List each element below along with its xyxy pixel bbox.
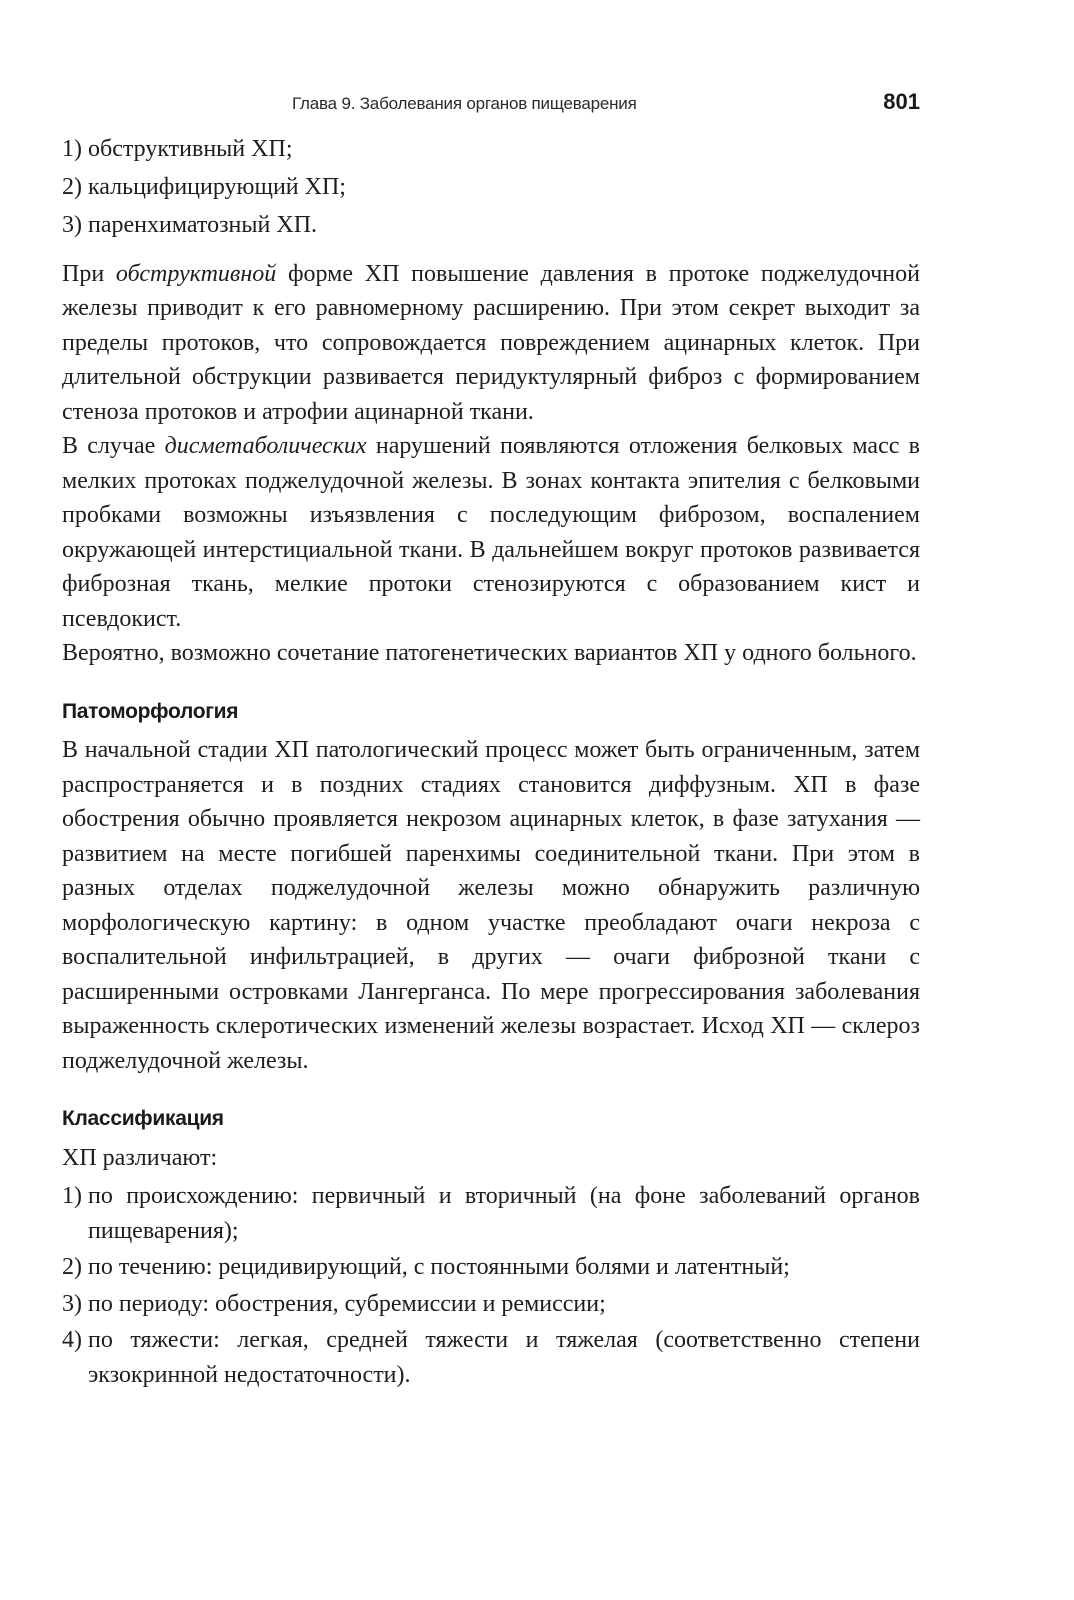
list-item-number: 4) — [62, 1327, 82, 1353]
paragraph-text: форме ХП повышение давления в протоке поджелудочной железы приводит к его равномерному расширению. При этом секрет выходит за пределы протоков, что сопровождается повреждением ацинарных клеток. При длительной обструкции развивается перидуктулярный фиброз с формированием стеноза протоков и атрофии ацинарной ткани. — [62, 260, 920, 425]
list-item — [62, 1287, 920, 1322]
paragraph-dismetabolic — [62, 429, 920, 636]
emphasis-term: дисметаболических — [164, 433, 367, 459]
list-item-text: по тяжести: легкая, средней тяжести и тяжелая (соответственно степени экзокринной недостаточности). — [88, 1327, 920, 1388]
paragraph-combination: Вероятно, возможно сочетание патогенетических вариантов ХП у одного больного. — [62, 640, 917, 666]
page-body — [62, 132, 920, 1392]
paragraph-text: нарушений появляются отложения белковых масс в мелких протоках поджелудочной железы. В зонах контакта эпителия с белковыми пробками возможны изъязвления с последующим фиброзом, воспалением окружающей интерстициальной ткани. В дальнейшем вокруг протоков развивается фиброзная ткань, мелкие протоки стенозируются с образованием кист и псевдокист. — [62, 433, 920, 632]
paragraph-pathomorphology: В начальной стадии ХП патологический процесс может быть ограниченным, затем распространяется и в поздних стадиях становится диффузным. ХП в фазе обострения обычно проявляется некрозом ацинарных клеток, в фазе затухания — развитием на месте погибшей паренхимы соединительной ткани. При этом в разных отделах поджелудочной железы можно обнаружить различную морфологическую картину: в одном участке преобладают очаги некроза с воспалительной инфильтрацией, в других — очаги фиброзной ткани с расширенными островками Лангерганса. По мере прогрессирования заболевания выраженность склеротических изменений железы возрастает. Исход ХП — склероз поджелудочной железы. — [62, 737, 920, 1074]
list-item — [62, 132, 920, 167]
list-item-text: по происхождению: первичный и вторичный (на фоне заболеваний органов пищеварения); — [88, 1183, 920, 1244]
list-item — [62, 1179, 920, 1248]
list-item-number: 1) — [62, 136, 82, 162]
running-header — [62, 86, 920, 126]
list-item-number: 1) — [62, 1183, 82, 1209]
list-item-number: 3) — [62, 212, 82, 238]
section-heading-pathomorphology: Патоморфология — [62, 699, 239, 723]
list-item-text: обструктивный ХП; — [88, 136, 293, 162]
emphasis-term: обструктивной — [115, 260, 277, 287]
list-item-text: по периоду: обострения, субремиссии и ремиссии; — [88, 1290, 606, 1317]
list-item-text: паренхиматозный ХП. — [88, 212, 318, 238]
list-item-number: 2) — [62, 174, 82, 200]
classification-intro: ХП различают: — [62, 1144, 218, 1171]
classification-list — [62, 1179, 920, 1392]
list-item-number: 3) — [62, 1290, 82, 1317]
list-item-text: кальцифицирующий ХП; — [88, 174, 346, 200]
section-heading-classification: Классификация — [62, 1107, 224, 1130]
list-item — [62, 1250, 920, 1285]
paragraph-text: В случае — [62, 433, 165, 459]
list-item-number: 2) — [62, 1254, 82, 1280]
paragraph-text: При — [62, 260, 116, 287]
chapter-title: Глава 9. Заболевания органов пищеварения — [292, 94, 637, 113]
page-number: 801 — [883, 89, 920, 114]
list-item — [62, 170, 920, 205]
paragraph-obstructive — [62, 257, 920, 430]
book-page — [62, 86, 920, 1394]
list-item — [62, 1323, 920, 1392]
list-item-text: по течению: рецидивирующий, с постоянными болями и латентный; — [88, 1254, 790, 1280]
list-item — [62, 208, 920, 243]
forms-list — [62, 132, 920, 243]
